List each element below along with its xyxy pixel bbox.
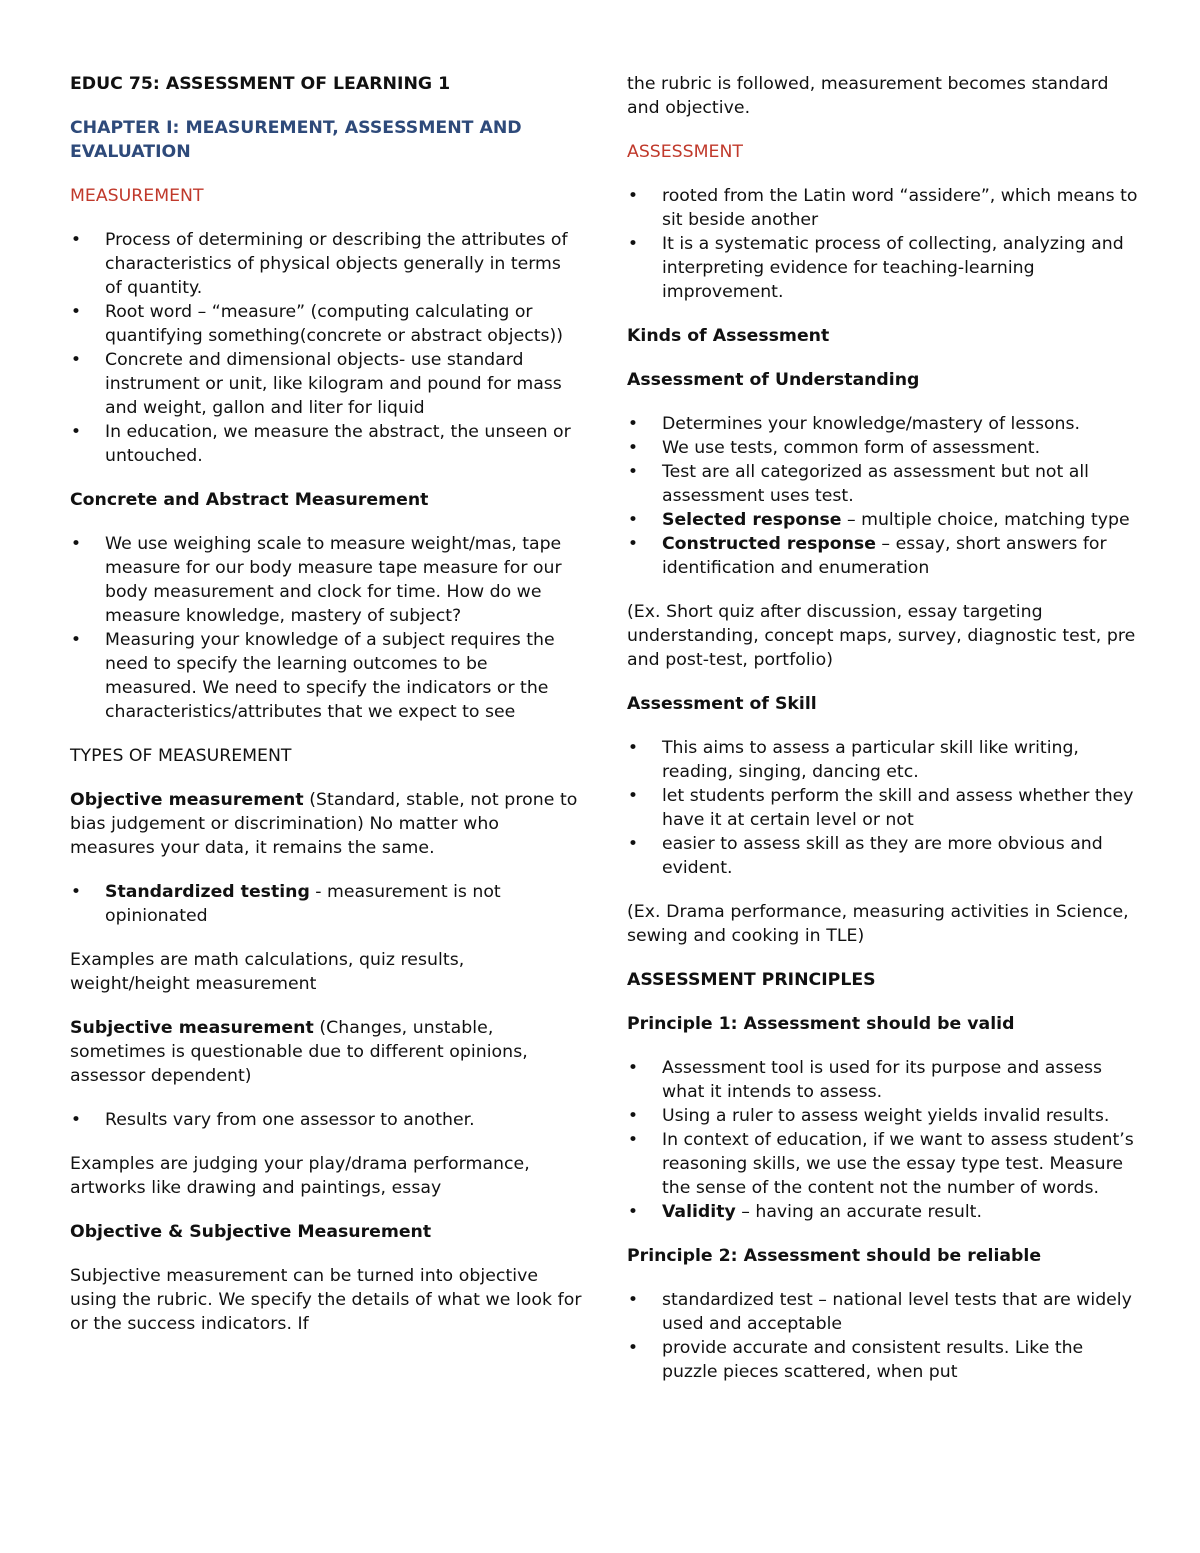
bullet-icon: • [70,422,82,442]
bullet-icon: • [627,1106,639,1126]
standardized-list [70,880,582,928]
list-item: • We use weighing scale to measure weight/mas, tape measure for our body measure tape measure for our body measurement and clock for time. How do we measure knowledge, mastery of subject? [70,534,562,626]
list-item: • Determines your knowledge/mastery of lessons. [627,414,1080,434]
objective-paragraph: Objective measurement (Standard, stable, not prone to bias judgement or discrimination) No matter who measures your data, it remains the same. [70,790,578,858]
obj-subj-text: Subjective measurement can be turned into objective using the rubric. We specify the details of what we look for or the success indicators. If [70,1266,582,1334]
skill-list [627,736,1142,880]
principle-2-heading: Principle 2: Assessment should be reliable [627,1246,1042,1266]
bullet-icon: • [627,738,639,758]
types-heading: TYPES OF MEASUREMENT [70,746,292,766]
list-item: • Results vary from one assessor to another. [70,1110,475,1130]
bullet-icon: • [70,350,82,370]
obj-subj-heading: Objective & Subjective Measurement [70,1222,432,1242]
list-item: • Using a ruler to assess weight yields invalid results. [627,1106,1110,1126]
bullet-icon: • [627,1338,639,1358]
subjective-list [70,1108,582,1132]
list-item: • Constructed response – essay, short answers for identification and enumeration [627,534,1107,578]
list-item: • Process of determining or describing the attributes of characteristics of physical objects generally in terms of quantity. [70,230,568,298]
bullet-icon: • [70,230,82,250]
subjective-examples: Examples are judging your play/drama performance, artworks like drawing and paintings, essay [70,1154,530,1198]
bullet-icon: • [70,302,82,322]
list-item: • We use tests, common form of assessment. [627,438,1041,458]
list-item: • This aims to assess a particular skill like writing, reading, singing, dancing etc. [627,738,1079,782]
chapter-title: CHAPTER I: MEASUREMENT, ASSESSMENT AND EVALUATION [70,118,522,162]
continuation-text: the rubric is followed, measurement becomes standard and objective. [627,74,1109,118]
document-title: EDUC 75: ASSESSMENT OF LEARNING 1 [70,74,451,94]
bullet-icon: • [627,186,639,206]
bullet-icon: • [70,630,82,650]
bullet-icon: • [627,1202,639,1222]
kinds-heading: Kinds of Assessment [627,326,830,346]
understanding-list [627,412,1142,580]
bullet-icon: • [627,234,639,254]
understanding-heading: Assessment of Understanding [627,370,920,390]
skill-heading: Assessment of Skill [627,694,817,714]
bullet-icon: • [627,1290,639,1310]
list-item: • let students perform the skill and assess whether they have it at certain level or not [627,786,1134,830]
list-item: • Measuring your knowledge of a subject requires the need to specify the learning outcomes to be measured. We need to specify the indicators or the characteristics/attributes that we expect to see [70,630,555,722]
list-item: • rooted from the Latin word “assidere”, which means to sit beside another [627,186,1138,230]
list-item: • In education, we measure the abstract, the unseen or untouched. [70,422,571,466]
assessment-list [627,184,1142,304]
bullet-icon: • [627,462,639,482]
list-item: • In context of education, if we want to assess student’s reasoning skills, we use the essay type test. Measure the sense of the content not the number of words. [627,1130,1134,1198]
principle-1-list [627,1056,1142,1224]
bullet-icon: • [627,834,639,854]
bullet-icon: • [627,510,639,530]
list-item: • easier to assess skill as they are more obvious and evident. [627,834,1103,878]
list-item: • Selected response – multiple choice, matching type [627,510,1130,530]
concrete-list [70,532,582,724]
measurement-list [70,228,582,468]
assessment-heading: ASSESSMENT [627,142,743,162]
list-item: • Assessment tool is used for its purpose and assess what it intends to assess. [627,1058,1102,1102]
concrete-abstract-heading: Concrete and Abstract Measurement [70,490,429,510]
bullet-icon: • [70,1110,82,1130]
list-item: • Concrete and dimensional objects- use standard instrument or unit, like kilogram and pound for mass and weight, gallon and liter for liquid [70,350,562,418]
principle-2-list [627,1288,1142,1384]
bullet-icon: • [627,534,639,554]
left-column [70,72,582,1336]
list-item: • Validity – having an accurate result. [627,1202,982,1222]
bullet-icon: • [627,786,639,806]
list-item: • Standardized testing - measurement is not opinionated [70,882,501,926]
subjective-paragraph: Subjective measurement (Changes, unstable, sometimes is questionable due to different opinions, assessor dependent) [70,1018,528,1086]
bullet-icon: • [70,534,82,554]
bullet-icon: • [627,414,639,434]
list-item: • Root word – “measure” (computing calculating or quantifying something(concrete or abstract objects)) [70,302,564,346]
principles-heading: ASSESSMENT PRINCIPLES [627,970,876,990]
list-item: • standardized test – national level tests that are widely used and acceptable [627,1290,1132,1334]
bullet-icon: • [627,1130,639,1150]
objective-examples: Examples are math calculations, quiz results, weight/height measurement [70,950,465,994]
principle-1-heading: Principle 1: Assessment should be valid [627,1014,1015,1034]
list-item: • provide accurate and consistent results. Like the puzzle pieces scattered, when put [627,1338,1084,1382]
skill-example: (Ex. Drama performance, measuring activities in Science, sewing and cooking in TLE) [627,902,1129,946]
measurement-heading: MEASUREMENT [70,186,204,206]
list-item: • It is a systematic process of collecting, analyzing and interpreting evidence for teaching-learning improvement. [627,234,1124,302]
bullet-icon: • [627,438,639,458]
right-column [627,72,1142,1384]
understanding-example: (Ex. Short quiz after discussion, essay targeting understanding, concept maps, survey, diagnostic test, pre and post-test, portfolio) [627,602,1136,670]
bullet-icon: • [70,882,82,902]
list-item: • Test are all categorized as assessment but not all assessment uses test. [627,462,1089,506]
bullet-icon: • [627,1058,639,1078]
